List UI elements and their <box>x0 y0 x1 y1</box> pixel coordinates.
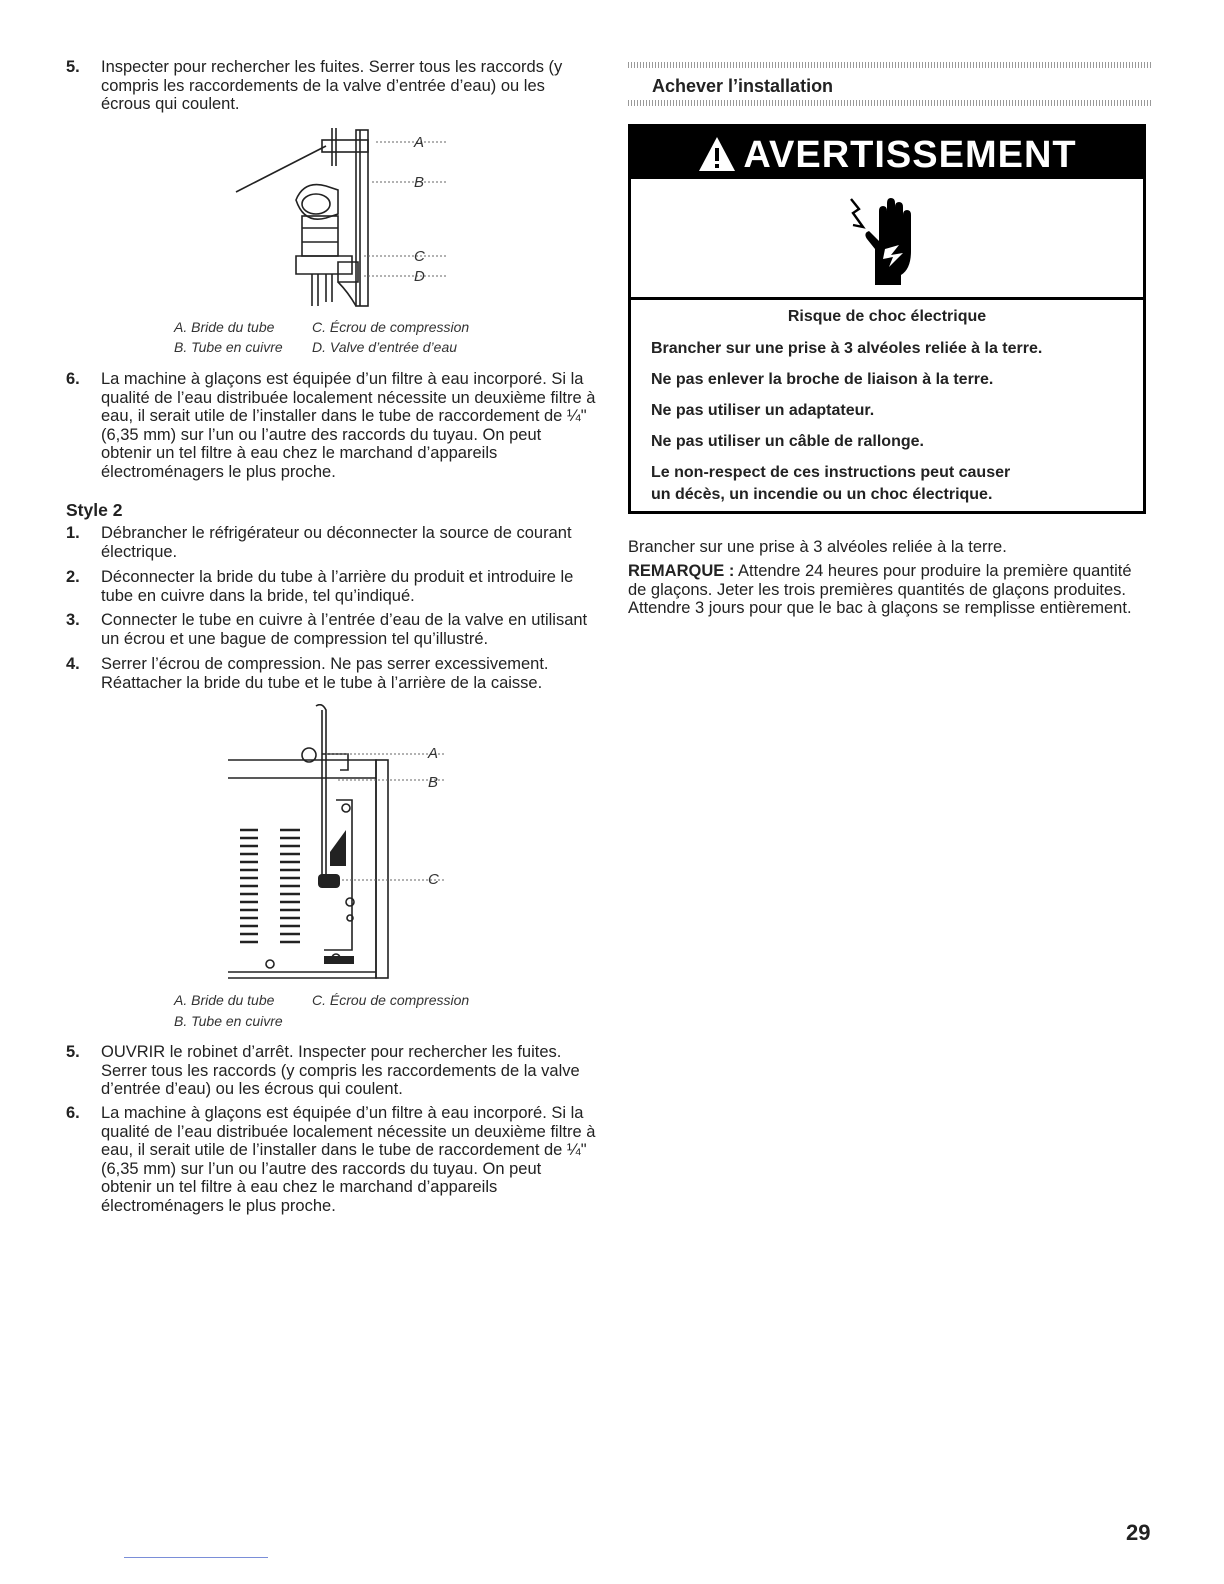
step-text: La machine à glaçons est équipée d’un filtre à eau incorporé. Si la qualité de l’eau distribuée localement nécessite un deuxième filtre à eau, il serait utile de l’installer dans le tube de raccordement de ¼" (6,35 mm) sur l’un ou l’autre des raccords du tuyau. On peut obtenir un tel filtre à eau chez le marchand d’appareils électroménagers le plus proche. <box>101 370 596 481</box>
warning-line-1 <box>631 340 1143 358</box>
warning-line-text: Ne pas utiliser un câble de rallonge. <box>651 433 924 450</box>
warning-line-text: Ne pas utiliser un adaptateur. <box>651 402 875 419</box>
section-title: Achever l’installation <box>652 76 834 96</box>
fig1-caption-d: D. Valve d’entrée d’eau <box>312 339 458 355</box>
warning-line-2 <box>631 371 1143 389</box>
fig2-label-c: C <box>428 871 439 888</box>
step-text: Inspecter pour rechercher les fuites. Serrer tous les raccords (y compris les raccordements de la valve d’entrée d’eau) ou les écrous qui coulent. <box>101 58 563 114</box>
step-text: Déconnecter la bride du tube à l’arrière du produit et introduire le tube en cuivre dans la bride, tel qu’indiqué. <box>101 568 574 605</box>
electric-shock-hand-icon <box>845 189 925 289</box>
note-label: REMARQUE : <box>628 562 735 580</box>
step-number: 6. <box>66 1104 80 1122</box>
style2-step-2 <box>66 568 596 605</box>
step-number: 6. <box>66 370 80 388</box>
step-number: 3. <box>66 611 80 629</box>
fig1-label-b: B <box>414 174 425 191</box>
step-text: Connecter le tube en cuivre à l’entrée d’eau de la valve en utilisant un écrou et une bague de compression tel qu’illustré. <box>101 611 588 648</box>
fig1-label-c: C <box>414 248 425 265</box>
style-2-heading: Style 2 <box>66 500 123 520</box>
page-number: 29 <box>1126 1520 1151 1545</box>
fig1-label-d: D <box>414 268 425 285</box>
step-text: Serrer l’écrou de compression. Ne pas serrer excessivement. Réattacher la bride du tube et le tube à l’arrière de la caisse. <box>101 655 549 692</box>
warning-consequence-text: Le non-respect de ces instructions peut causer <box>651 464 1011 481</box>
warning-title-bar <box>631 127 1143 179</box>
step-number: 1. <box>66 524 80 542</box>
warning-title: AVERTISSEMENT <box>743 134 1077 176</box>
warning-consequence-2 <box>631 486 1143 504</box>
style2-step-3 <box>66 611 596 648</box>
fig1-caption-a: A. Bride du tube <box>174 319 275 335</box>
step-5-inspect <box>66 58 596 114</box>
style2-step-4 <box>66 655 596 692</box>
fig2-caption-b: B. Tube en cuivre <box>174 1013 283 1029</box>
step-6-filter-2 <box>66 1104 596 1216</box>
step-number: 5. <box>66 1043 80 1061</box>
note-text: Attendre 24 heures pour produire la première quantité de glaçons. Jeter les trois premières quantités de glaçons produites. Attendre 3 jours pour que le bac à glaçons se remplisse entièrement. <box>628 562 1132 618</box>
warning-line-4 <box>631 433 1143 451</box>
footer-rule <box>124 1557 268 1558</box>
fig1-caption-b: B. Tube en cuivre <box>174 339 283 355</box>
fig1-label-a: A <box>414 134 425 151</box>
step-number: 2. <box>66 568 80 586</box>
warning-line-text: Ne pas enlever la broche de liaison à la terre. <box>651 371 994 388</box>
warning-box <box>628 124 1146 514</box>
fig1-caption-c: C. Écrou de compression <box>312 319 470 335</box>
fig2-label-a: A <box>428 745 439 762</box>
refrigerator-back-figure <box>226 704 446 984</box>
fig2-caption-a: A. Bride du tube <box>174 992 275 1008</box>
warning-triangle-icon <box>697 135 737 173</box>
step-text: Débrancher le réfrigérateur ou déconnecter la source de courant électrique. <box>101 524 572 561</box>
note-paragraph <box>628 562 1152 618</box>
warning-consequence-text: un décès, un incendie ou un choc électrique. <box>651 486 993 503</box>
warning-risk-text: Risque de choc électrique <box>787 308 987 325</box>
step-6-filter <box>66 370 596 482</box>
fig2-caption-c: C. Écrou de compression <box>312 992 470 1008</box>
step-5-open-valve <box>66 1043 596 1099</box>
ground-instruction: Brancher sur une prise à 3 alvéoles reliée à la terre. <box>628 538 1007 556</box>
fig2-label-b: B <box>428 774 439 791</box>
warning-line-text: Brancher sur une prise à 3 alvéoles reliée à la terre. <box>651 340 1043 357</box>
step-number: 5. <box>66 58 80 76</box>
warning-divider <box>631 297 1143 300</box>
warning-line-3 <box>631 402 1143 420</box>
step-text: La machine à glaçons est équipée d’un filtre à eau incorporé. Si la qualité de l’eau distribuée localement nécessite un deuxième filtre à eau, il serait utile de l’installer dans le tube de raccordement de ¼" (6,35 mm) sur l’un ou l’autre des raccords du tuyau. On peut obtenir un tel filtre à eau chez le marchand d’appareils électroménagers le plus proche. <box>101 1104 596 1215</box>
warning-consequence-1 <box>631 464 1143 482</box>
section-rule-top <box>628 62 1152 68</box>
section-rule-bottom <box>628 100 1152 106</box>
style2-step-1 <box>66 524 596 561</box>
warning-risk <box>631 308 1143 326</box>
step-text: OUVRIR le robinet d’arrêt. Inspecter pour rechercher les fuites. Serrer tous les raccords (y compris les raccordements de la valve d’entrée d’eau) ou les écrous qui coulent. <box>101 1043 580 1099</box>
step-number: 4. <box>66 655 80 673</box>
water-valve-figure <box>226 126 446 310</box>
